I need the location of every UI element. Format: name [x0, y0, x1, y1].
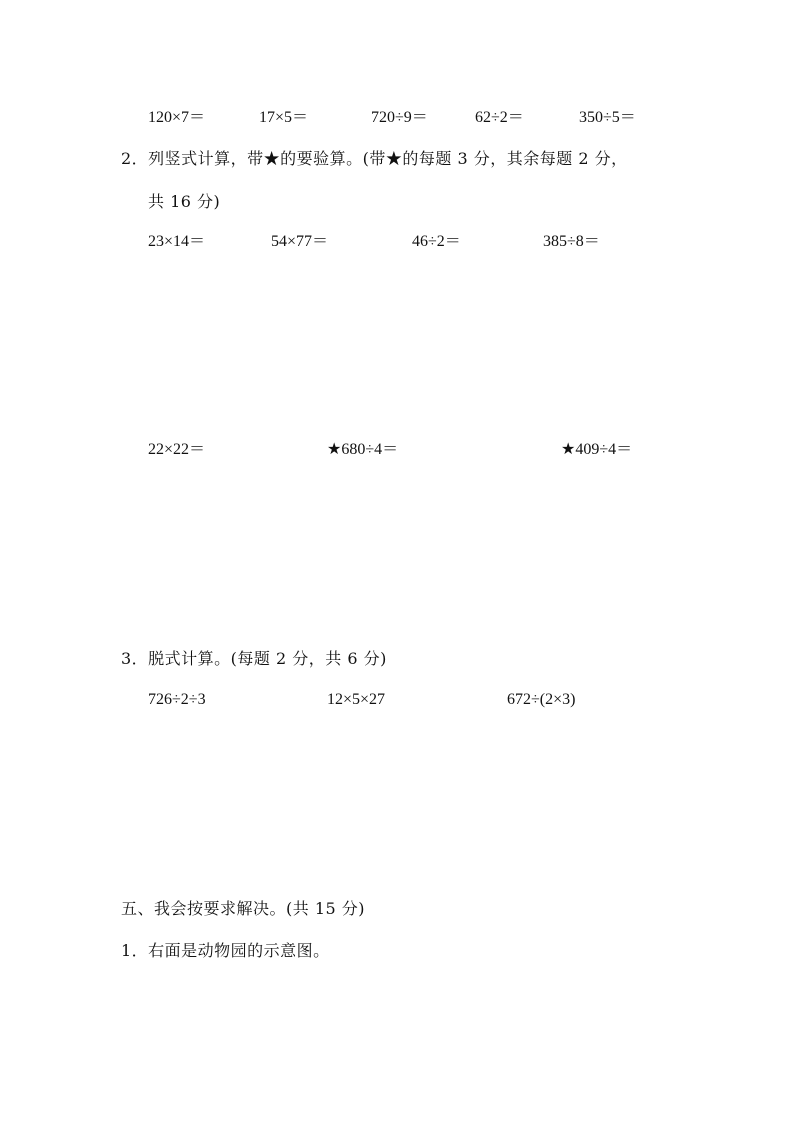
problem-23x14: 23×14＝ [148, 233, 206, 250]
section-3-heading: 3．脱式计算。(每题 2 分，共 6 分) [121, 649, 387, 668]
problem-star-409div4: ★409÷4＝ [561, 441, 633, 458]
section-5-question-1: 1．右面是动物园的示意图。 [121, 941, 330, 960]
problem-star-680div4: ★680÷4＝ [327, 441, 399, 458]
problem-12x5x27: 12×5×27 [327, 691, 386, 708]
problem-46div2: 46÷2＝ [412, 233, 461, 250]
problem-672div-2x3: 672÷(2×3) [507, 691, 576, 708]
problem-62div2: 62÷2＝ [475, 109, 524, 126]
problem-120x7: 120×7＝ [148, 109, 206, 126]
problem-17x5: 17×5＝ [259, 109, 309, 126]
section-2-heading-cont: 共 16 分) [148, 192, 221, 211]
problem-726div2div3: 726÷2÷3 [148, 691, 206, 708]
problem-350div5: 350÷5＝ [579, 109, 636, 126]
section-5-heading: 五、我会按要求解决。(共 15 分) [121, 899, 366, 918]
problem-54x77: 54×77＝ [271, 233, 329, 250]
problem-720div9: 720÷9＝ [371, 109, 428, 126]
problem-22x22: 22×22＝ [148, 441, 206, 458]
problem-385div8: 385÷8＝ [543, 233, 600, 250]
section-2-heading: 2．列竖式计算，带★的要验算。(带★的每题 3 分，其余每题 2 分， [121, 149, 628, 168]
